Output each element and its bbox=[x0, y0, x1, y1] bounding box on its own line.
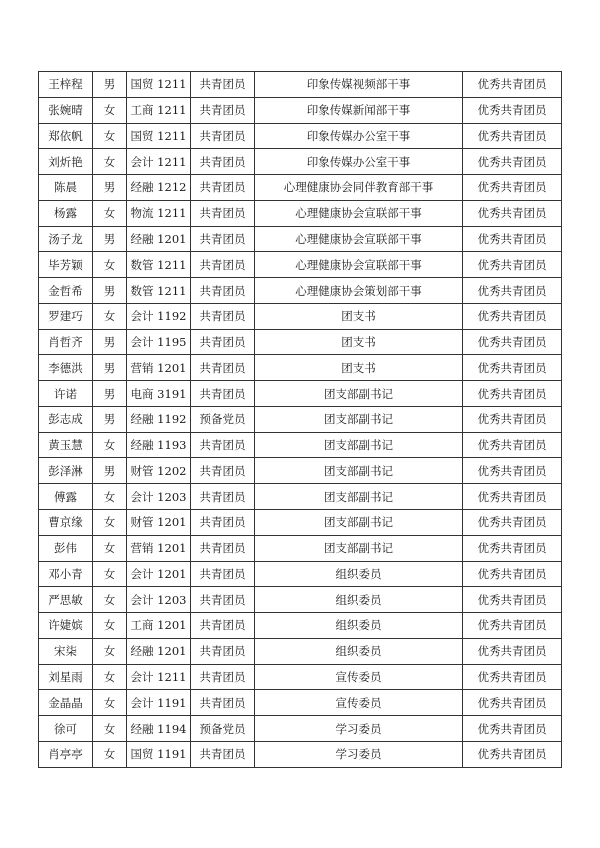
cell-class: 经融 1193 bbox=[127, 432, 191, 458]
cell-gender: 男 bbox=[93, 406, 127, 432]
cell-name: 傅露 bbox=[39, 484, 93, 510]
cell-name: 彭志成 bbox=[39, 406, 93, 432]
table-row bbox=[39, 252, 562, 278]
table-row bbox=[39, 741, 562, 767]
cell-class: 财管 1202 bbox=[127, 458, 191, 484]
table-row bbox=[39, 226, 562, 252]
cell-political-status: 共青团员 bbox=[191, 587, 255, 613]
cell-name: 毕芳颖 bbox=[39, 252, 93, 278]
cell-honor: 优秀共青团员 bbox=[463, 638, 562, 664]
cell-name: 张婉晴 bbox=[39, 97, 93, 123]
table-row bbox=[39, 510, 562, 536]
cell-name: 金晶晶 bbox=[39, 690, 93, 716]
cell-class: 经融 1192 bbox=[127, 406, 191, 432]
cell-political-status: 共青团员 bbox=[191, 355, 255, 381]
cell-name: 杨露 bbox=[39, 200, 93, 226]
cell-name: 陈晨 bbox=[39, 175, 93, 201]
cell-honor: 优秀共青团员 bbox=[463, 458, 562, 484]
cell-class: 会计 1203 bbox=[127, 587, 191, 613]
table-row bbox=[39, 638, 562, 664]
cell-political-status: 共青团员 bbox=[191, 97, 255, 123]
table-row bbox=[39, 329, 562, 355]
table-row bbox=[39, 355, 562, 381]
table-row bbox=[39, 458, 562, 484]
cell-gender: 女 bbox=[93, 535, 127, 561]
cell-position: 心理健康协会宣联部干事 bbox=[255, 200, 463, 226]
cell-name: 宋柒 bbox=[39, 638, 93, 664]
cell-honor: 优秀共青团员 bbox=[463, 561, 562, 587]
cell-name: 严思敏 bbox=[39, 587, 93, 613]
cell-honor: 优秀共青团员 bbox=[463, 381, 562, 407]
cell-honor: 优秀共青团员 bbox=[463, 72, 562, 98]
cell-class: 会计 1203 bbox=[127, 484, 191, 510]
cell-gender: 男 bbox=[93, 278, 127, 304]
cell-position: 团支部副书记 bbox=[255, 381, 463, 407]
cell-political-status: 共青团员 bbox=[191, 200, 255, 226]
cell-position: 组织委员 bbox=[255, 561, 463, 587]
cell-name: 彭伟 bbox=[39, 535, 93, 561]
cell-name: 曹京缘 bbox=[39, 510, 93, 536]
cell-position: 团支书 bbox=[255, 329, 463, 355]
cell-political-status: 预备党员 bbox=[191, 406, 255, 432]
cell-gender: 男 bbox=[93, 226, 127, 252]
cell-position: 心理健康协会宣联部干事 bbox=[255, 226, 463, 252]
cell-honor: 优秀共青团员 bbox=[463, 406, 562, 432]
cell-gender: 女 bbox=[93, 432, 127, 458]
cell-political-status: 共青团员 bbox=[191, 664, 255, 690]
cell-position: 心理健康协会策划部干事 bbox=[255, 278, 463, 304]
cell-class: 会计 1211 bbox=[127, 664, 191, 690]
cell-class: 数管 1211 bbox=[127, 278, 191, 304]
cell-honor: 优秀共青团员 bbox=[463, 200, 562, 226]
cell-name: 肖哲齐 bbox=[39, 329, 93, 355]
cell-class: 会计 1201 bbox=[127, 561, 191, 587]
cell-name: 许婕嫔 bbox=[39, 613, 93, 639]
cell-position: 团支书 bbox=[255, 303, 463, 329]
cell-position: 学习委员 bbox=[255, 716, 463, 742]
cell-gender: 女 bbox=[93, 97, 127, 123]
cell-position: 团支部副书记 bbox=[255, 432, 463, 458]
cell-class: 国贸 1211 bbox=[127, 72, 191, 98]
cell-name: 许诺 bbox=[39, 381, 93, 407]
cell-political-status: 预备党员 bbox=[191, 716, 255, 742]
cell-position: 团支部副书记 bbox=[255, 535, 463, 561]
cell-honor: 优秀共青团员 bbox=[463, 149, 562, 175]
cell-political-status: 共青团员 bbox=[191, 149, 255, 175]
cell-honor: 优秀共青团员 bbox=[463, 97, 562, 123]
table-row bbox=[39, 613, 562, 639]
cell-gender: 男 bbox=[93, 329, 127, 355]
cell-class: 会计 1211 bbox=[127, 149, 191, 175]
table-row bbox=[39, 664, 562, 690]
table-row bbox=[39, 278, 562, 304]
cell-honor: 优秀共青团员 bbox=[463, 535, 562, 561]
cell-class: 经融 1201 bbox=[127, 638, 191, 664]
cell-name: 刘星雨 bbox=[39, 664, 93, 690]
cell-class: 会计 1195 bbox=[127, 329, 191, 355]
cell-gender: 男 bbox=[93, 175, 127, 201]
cell-name: 彭泽淋 bbox=[39, 458, 93, 484]
cell-name: 徐可 bbox=[39, 716, 93, 742]
cell-political-status: 共青团员 bbox=[191, 381, 255, 407]
table-row bbox=[39, 175, 562, 201]
cell-honor: 优秀共青团员 bbox=[463, 613, 562, 639]
cell-name: 邓小青 bbox=[39, 561, 93, 587]
cell-position: 印象传媒新闻部干事 bbox=[255, 97, 463, 123]
cell-honor: 优秀共青团员 bbox=[463, 664, 562, 690]
cell-honor: 优秀共青团员 bbox=[463, 252, 562, 278]
cell-position: 印象传媒办公室干事 bbox=[255, 123, 463, 149]
cell-gender: 女 bbox=[93, 303, 127, 329]
cell-gender: 女 bbox=[93, 613, 127, 639]
roster-body bbox=[39, 72, 562, 768]
cell-position: 组织委员 bbox=[255, 587, 463, 613]
table-row bbox=[39, 484, 562, 510]
cell-honor: 优秀共青团员 bbox=[463, 329, 562, 355]
table-row bbox=[39, 432, 562, 458]
cell-position: 心理健康协会同伴教育部干事 bbox=[255, 175, 463, 201]
cell-position: 团支部副书记 bbox=[255, 510, 463, 536]
cell-class: 国贸 1191 bbox=[127, 741, 191, 767]
cell-class: 财管 1201 bbox=[127, 510, 191, 536]
cell-honor: 优秀共青团员 bbox=[463, 587, 562, 613]
cell-political-status: 共青团员 bbox=[191, 690, 255, 716]
cell-class: 国贸 1211 bbox=[127, 123, 191, 149]
cell-political-status: 共青团员 bbox=[191, 484, 255, 510]
cell-class: 会计 1192 bbox=[127, 303, 191, 329]
cell-gender: 女 bbox=[93, 664, 127, 690]
cell-political-status: 共青团员 bbox=[191, 638, 255, 664]
cell-political-status: 共青团员 bbox=[191, 432, 255, 458]
cell-gender: 女 bbox=[93, 690, 127, 716]
cell-name: 罗建巧 bbox=[39, 303, 93, 329]
table-row bbox=[39, 381, 562, 407]
cell-honor: 优秀共青团员 bbox=[463, 226, 562, 252]
cell-political-status: 共青团员 bbox=[191, 252, 255, 278]
cell-class: 数管 1211 bbox=[127, 252, 191, 278]
cell-class: 工商 1201 bbox=[127, 613, 191, 639]
table-row bbox=[39, 716, 562, 742]
cell-position: 组织委员 bbox=[255, 613, 463, 639]
cell-gender: 男 bbox=[93, 458, 127, 484]
cell-honor: 优秀共青团员 bbox=[463, 303, 562, 329]
cell-name: 肖亭亭 bbox=[39, 741, 93, 767]
table-row bbox=[39, 561, 562, 587]
cell-class: 会计 1191 bbox=[127, 690, 191, 716]
cell-name: 黄玉慧 bbox=[39, 432, 93, 458]
cell-political-status: 共青团员 bbox=[191, 226, 255, 252]
table-row bbox=[39, 587, 562, 613]
cell-political-status: 共青团员 bbox=[191, 123, 255, 149]
cell-name: 刘炘艳 bbox=[39, 149, 93, 175]
cell-honor: 优秀共青团员 bbox=[463, 175, 562, 201]
cell-honor: 优秀共青团员 bbox=[463, 741, 562, 767]
cell-honor: 优秀共青团员 bbox=[463, 690, 562, 716]
table-row bbox=[39, 200, 562, 226]
cell-gender: 女 bbox=[93, 149, 127, 175]
table-row bbox=[39, 406, 562, 432]
cell-position: 印象传媒办公室干事 bbox=[255, 149, 463, 175]
cell-honor: 优秀共青团员 bbox=[463, 123, 562, 149]
cell-gender: 女 bbox=[93, 123, 127, 149]
cell-gender: 男 bbox=[93, 355, 127, 381]
table-row bbox=[39, 97, 562, 123]
cell-honor: 优秀共青团员 bbox=[463, 432, 562, 458]
cell-class: 经融 1201 bbox=[127, 226, 191, 252]
table-row bbox=[39, 149, 562, 175]
cell-political-status: 共青团员 bbox=[191, 741, 255, 767]
cell-class: 工商 1211 bbox=[127, 97, 191, 123]
cell-political-status: 共青团员 bbox=[191, 613, 255, 639]
cell-name: 李德洪 bbox=[39, 355, 93, 381]
cell-political-status: 共青团员 bbox=[191, 458, 255, 484]
cell-gender: 女 bbox=[93, 200, 127, 226]
cell-political-status: 共青团员 bbox=[191, 72, 255, 98]
cell-class: 营销 1201 bbox=[127, 355, 191, 381]
cell-honor: 优秀共青团员 bbox=[463, 355, 562, 381]
cell-honor: 优秀共青团员 bbox=[463, 510, 562, 536]
cell-class: 物流 1211 bbox=[127, 200, 191, 226]
cell-political-status: 共青团员 bbox=[191, 561, 255, 587]
cell-political-status: 共青团员 bbox=[191, 329, 255, 355]
cell-political-status: 共青团员 bbox=[191, 510, 255, 536]
table-row bbox=[39, 690, 562, 716]
cell-class: 营销 1201 bbox=[127, 535, 191, 561]
cell-gender: 女 bbox=[93, 510, 127, 536]
award-roster-table bbox=[38, 71, 562, 768]
cell-gender: 女 bbox=[93, 716, 127, 742]
cell-gender: 女 bbox=[93, 484, 127, 510]
cell-honor: 优秀共青团员 bbox=[463, 484, 562, 510]
cell-gender: 女 bbox=[93, 587, 127, 613]
table-row bbox=[39, 72, 562, 98]
cell-position: 宣传委员 bbox=[255, 690, 463, 716]
cell-class: 经融 1212 bbox=[127, 175, 191, 201]
cell-position: 心理健康协会宣联部干事 bbox=[255, 252, 463, 278]
cell-class: 电商 3191 bbox=[127, 381, 191, 407]
table-row bbox=[39, 303, 562, 329]
cell-position: 宣传委员 bbox=[255, 664, 463, 690]
cell-political-status: 共青团员 bbox=[191, 175, 255, 201]
cell-position: 团支部副书记 bbox=[255, 458, 463, 484]
cell-political-status: 共青团员 bbox=[191, 278, 255, 304]
cell-position: 组织委员 bbox=[255, 638, 463, 664]
cell-position: 印象传媒视频部干事 bbox=[255, 72, 463, 98]
cell-gender: 女 bbox=[93, 638, 127, 664]
cell-name: 郑依帆 bbox=[39, 123, 93, 149]
cell-gender: 女 bbox=[93, 561, 127, 587]
cell-position: 团支书 bbox=[255, 355, 463, 381]
cell-gender: 女 bbox=[93, 252, 127, 278]
cell-honor: 优秀共青团员 bbox=[463, 278, 562, 304]
cell-name: 汤子龙 bbox=[39, 226, 93, 252]
cell-gender: 男 bbox=[93, 381, 127, 407]
cell-position: 团支部副书记 bbox=[255, 484, 463, 510]
cell-class: 经融 1194 bbox=[127, 716, 191, 742]
cell-honor: 优秀共青团员 bbox=[463, 716, 562, 742]
cell-gender: 男 bbox=[93, 72, 127, 98]
cell-gender: 女 bbox=[93, 741, 127, 767]
table-row bbox=[39, 535, 562, 561]
cell-political-status: 共青团员 bbox=[191, 303, 255, 329]
cell-political-status: 共青团员 bbox=[191, 535, 255, 561]
cell-name: 王梓程 bbox=[39, 72, 93, 98]
cell-position: 学习委员 bbox=[255, 741, 463, 767]
cell-position: 团支部副书记 bbox=[255, 406, 463, 432]
table-row bbox=[39, 123, 562, 149]
cell-name: 金哲希 bbox=[39, 278, 93, 304]
